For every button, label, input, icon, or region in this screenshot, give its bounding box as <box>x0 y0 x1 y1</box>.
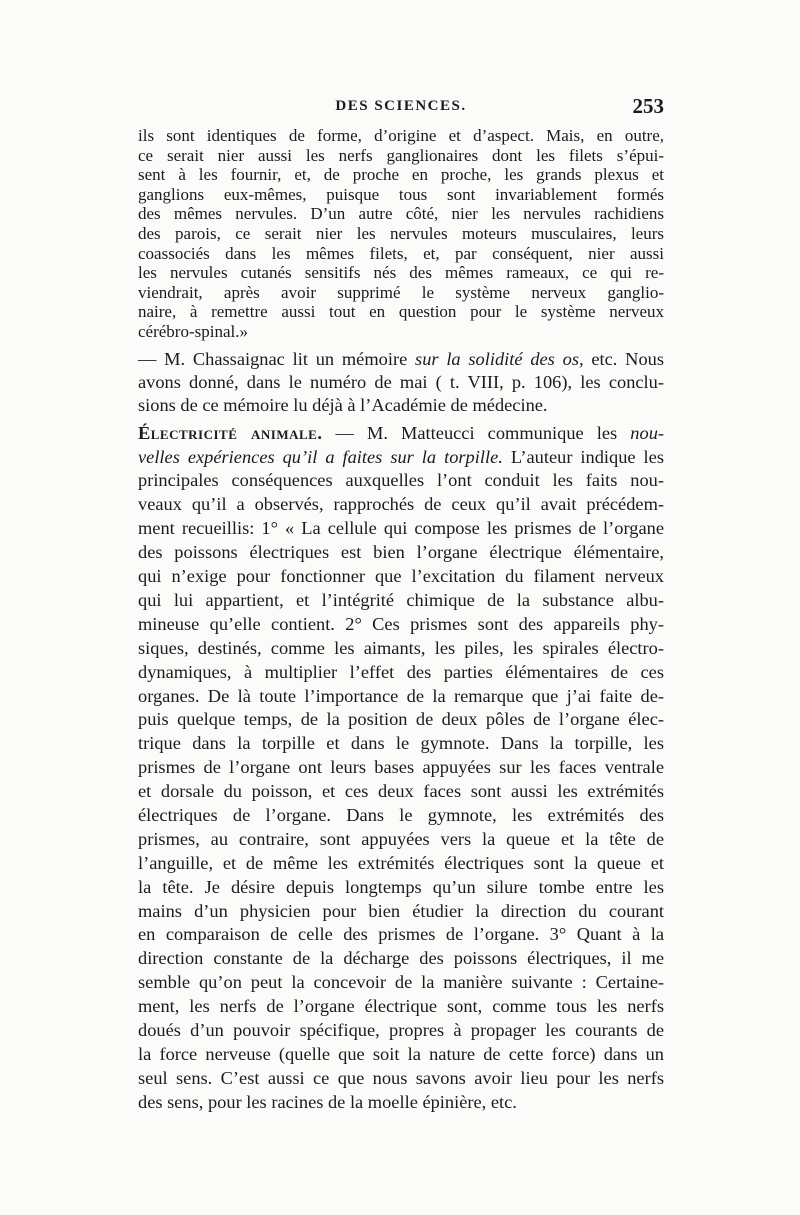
text-line: dynamiques, à multiplier l’effet des parties élémentaires de ces <box>138 661 664 682</box>
text-line: des poissons électriques est bien l’organe électrique élémentaire, <box>138 542 664 563</box>
paragraph-chassaignac <box>138 348 664 418</box>
text-line: qui lui appartient, et l’intégrité chimique de la substance albu- <box>138 589 664 610</box>
text-line: naire, à remettre aussi tout en question pour le système nerveux <box>138 302 664 322</box>
text-line: des mêmes nervules. D’un autre côté, nier les nervules rachidiens <box>138 204 664 224</box>
text-line: des sens, pour les racines de la moelle épinière, etc. <box>138 1091 517 1112</box>
text-run: etc. Nous <box>583 348 664 369</box>
text-line: prismes, au contraire, sont appuyées vers la queue et la tête de <box>138 828 664 849</box>
text-line: les nervules cutanés sensitifs nés des mêmes rameaux, ce qui re- <box>138 263 664 283</box>
text-line: ment recueillis: 1° « La cellule qui compose les prismes de l’organe <box>138 518 664 539</box>
text-line: la force nerveuse (quelle que soit la nature de cette force) dans un <box>138 1043 664 1064</box>
page-number: 253 <box>632 94 664 118</box>
text-line: direction constante de la décharge des poissons électriques, il me <box>138 948 664 969</box>
text-run: L’auteur indique les <box>502 446 664 467</box>
text-line: et dorsale du poisson, et ces deux faces sont aussi les extrémités <box>138 781 664 802</box>
text-line: la tête. Je désire depuis longtemps qu’un silure tombe entre les <box>138 876 664 897</box>
text-line: doués d’un pouvoir spécifique, propres à propager les courants de <box>138 1019 664 1040</box>
text-line: sent à les fournir, et, de proche en proche, les grands plexus et <box>138 165 664 185</box>
text-line: électriques de l’organe. Dans le gymnote, les extrémités des <box>138 804 664 825</box>
text-line: cérébro-spinal.» <box>138 321 248 341</box>
text-line: puis quelque temps, de la position de deux pôles de l’organe élec- <box>138 709 664 730</box>
text-line: principales conséquences auxquelles l’ont conduit les faits nou- <box>138 470 664 491</box>
text-run: — M. Chassaignac lit un mémoire <box>138 348 416 369</box>
text-line: sions de ce mémoire lu déjà à l’Académie de médecine. <box>138 395 548 416</box>
text-line: en comparaison de celle des prismes de l’organe. 3° Quant à la <box>138 924 664 945</box>
text-line: ment, les nerfs de l’organe électrique sont, comme tous les nerfs <box>138 996 664 1017</box>
text-line <box>138 446 664 470</box>
text-run-italic: nou- <box>630 422 665 443</box>
page-header <box>138 94 664 124</box>
text-line: qui n’exige pour fonctionner que l’excitation du filament nerveux <box>138 566 664 587</box>
paragraph-nervous-system <box>138 126 664 342</box>
text-line: trique dans la torpille et dans le gymnote. Dans la torpille, les <box>138 733 664 754</box>
text-line: organes. De là toute l’importance de la remarque que j’ai faite de- <box>138 685 664 706</box>
text-line: ils sont identiques de forme, d’origine et d’aspect. Mais, en outre, <box>138 126 664 145</box>
text-line: l’anguille, et de même les extrémités électriques sont la queue et <box>138 852 664 873</box>
text-line: siques, destinés, comme les aimants, les piles, les spirales électro- <box>138 637 664 658</box>
text-line: avons donné, dans le numéro de mai ( t. VIII, p. 106), les conclu- <box>138 371 664 392</box>
running-title: DES SCIENCES. <box>335 98 467 114</box>
text-line <box>138 422 664 446</box>
text-line: viendrait, après avoir supprimé le système nerveux ganglio- <box>138 282 664 302</box>
text-line: mineuse qu’elle contient. 2° Ces prismes sont des appareils phy- <box>138 613 664 634</box>
text-line <box>138 348 664 371</box>
text-line: ce serait nier aussi les nerfs ganglionaires dont les filets s’épui- <box>138 145 664 165</box>
text-line: prismes de l’organe ont leurs bases appuyées sur les faces ventrale <box>138 757 664 778</box>
text-line: mains d’un physicien pour bien étudier la direction du courant <box>138 900 664 921</box>
text-line: des parois, ce serait nier les nervules moteurs musculaires, leurs <box>138 223 664 243</box>
paragraph-electricite-animale <box>138 422 664 1115</box>
text-line: semble qu’on peut la concevoir de la manière suivante : Certaine- <box>138 972 664 993</box>
memoir-title: sur la solidité des os, <box>415 348 584 369</box>
text-run: — M. Matteucci communique les <box>322 422 631 443</box>
body-text <box>138 126 664 1115</box>
text-line: ganglions eux-mêmes, puisque tous sont invariablement formés <box>138 184 664 204</box>
section-heading: Électricité animale. <box>138 422 323 443</box>
text-line: seul sens. C’est aussi ce que nous savons avoir lieu pour les nerfs <box>138 1067 664 1088</box>
text-line: coassociés dans les mêmes filets, et, par conséquent, nier aussi <box>138 243 664 263</box>
text-line: veaux qu’il a observés, rapprochés de ceux qu’il avait précédem- <box>138 494 664 515</box>
experiment-title: velles expériences qu’il a faites sur la torpille. <box>138 446 503 467</box>
